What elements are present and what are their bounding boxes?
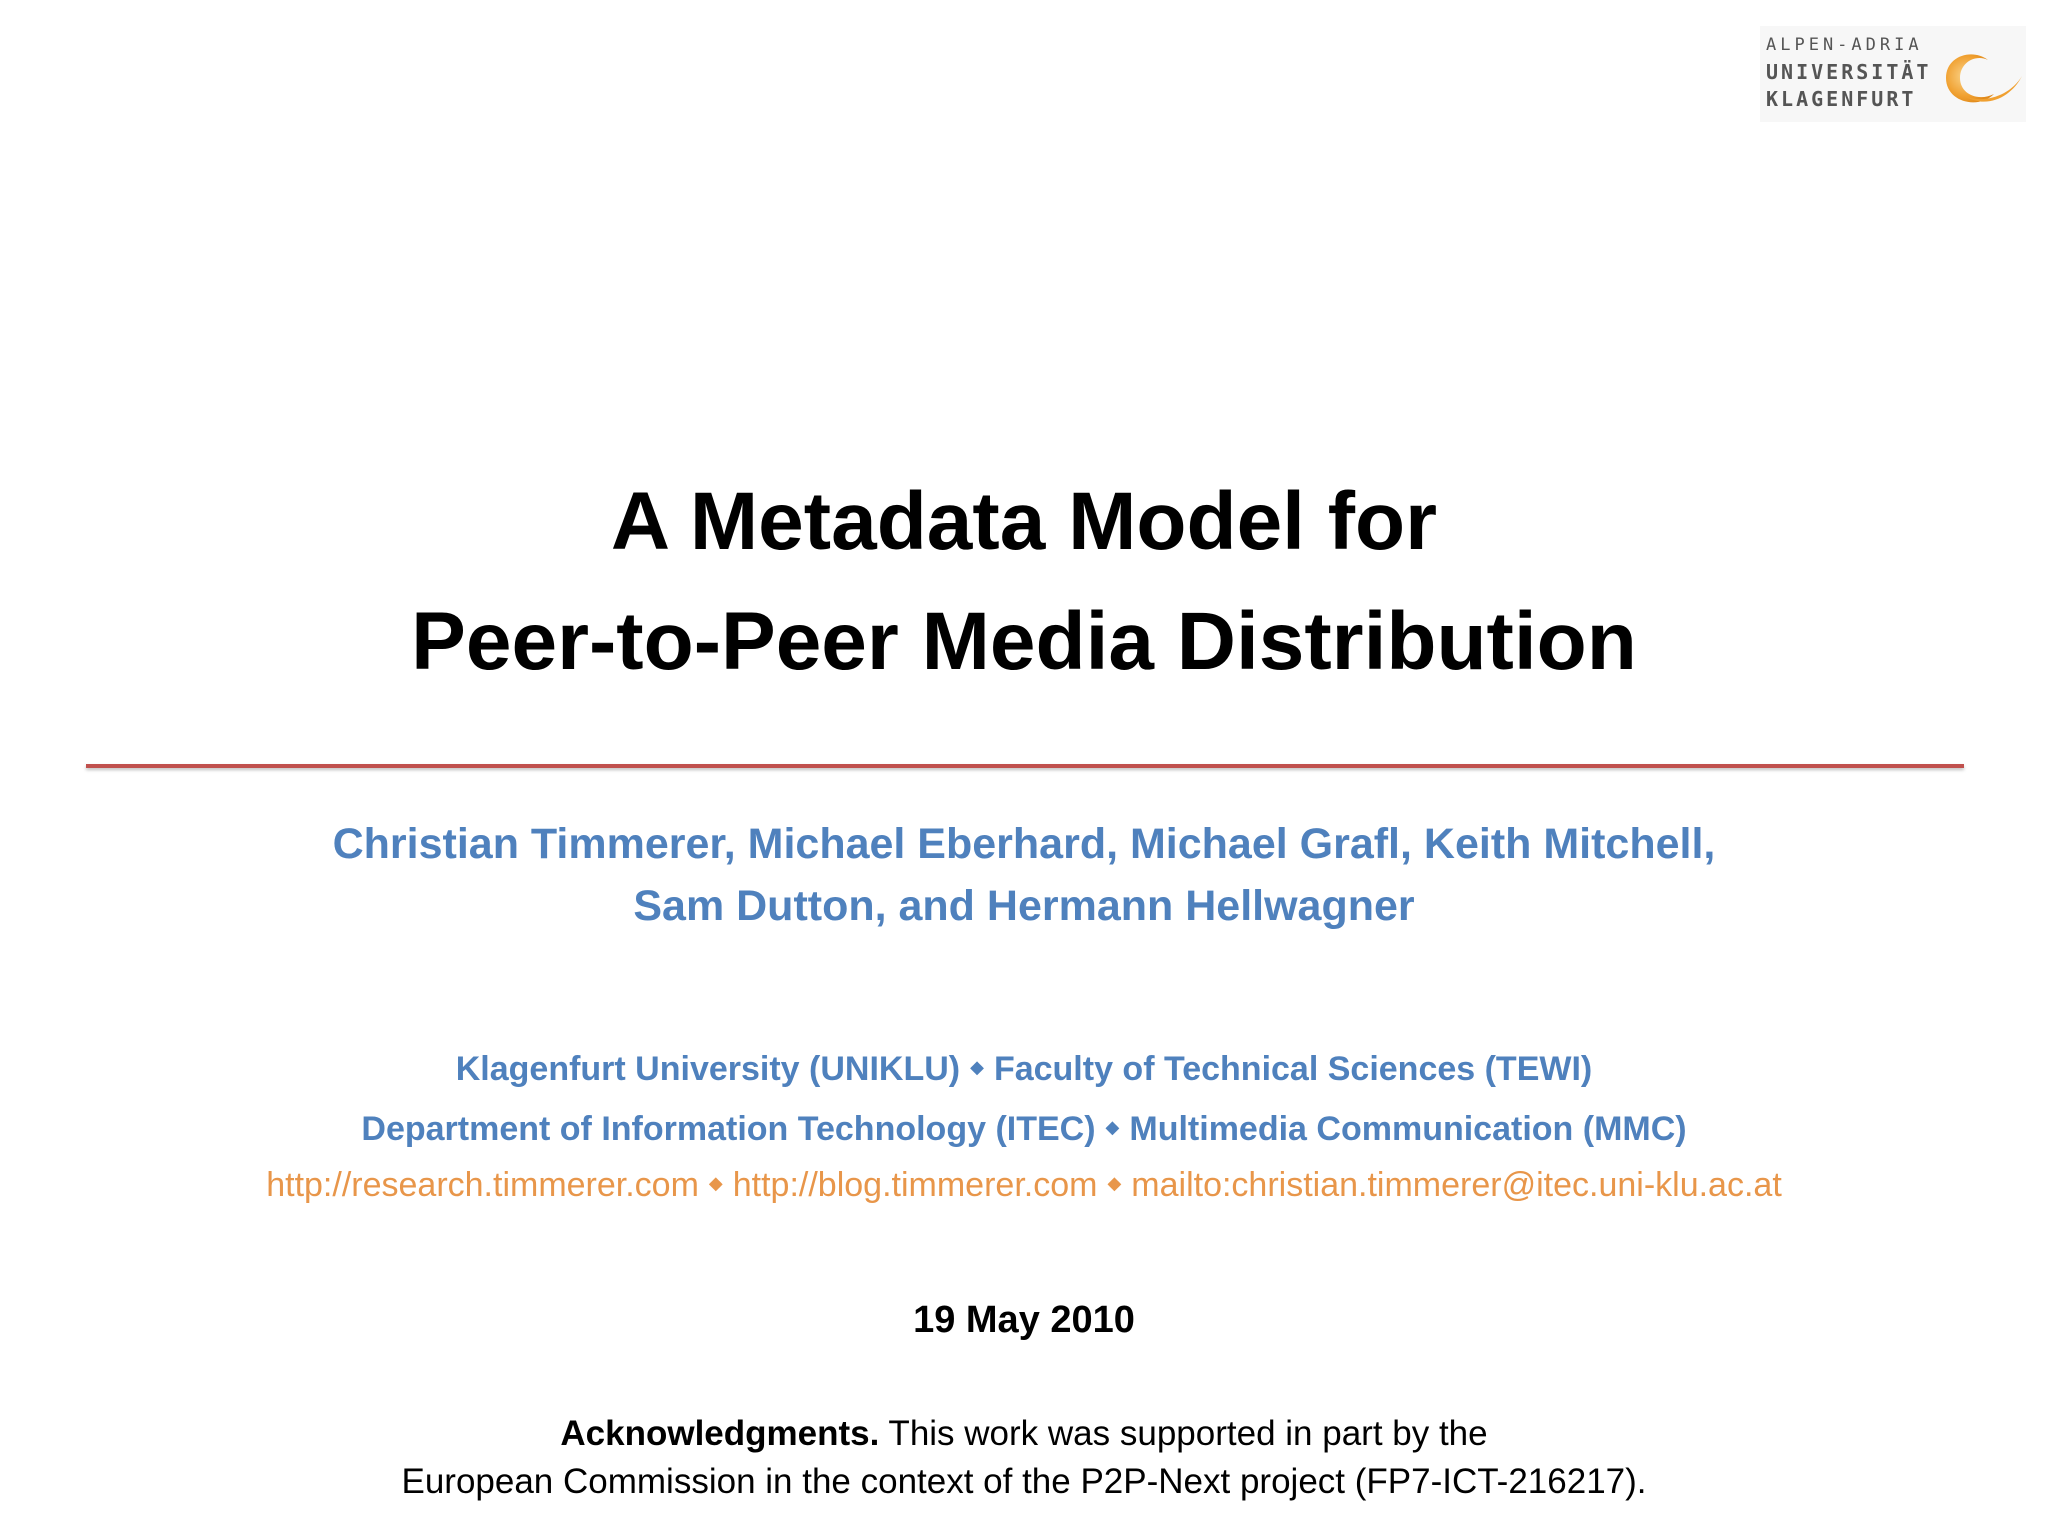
diamond-separator-icon: ◆ [1107,1173,1122,1194]
contact-links [0,1156,2048,1216]
diamond-separator-icon: ◆ [1105,1117,1120,1138]
affiliation-block [0,1040,2048,1160]
acknowledgments-row-1 [0,1410,2048,1458]
affiliation-row-1 [0,1040,2048,1100]
slide-title [0,462,2048,702]
faculty-name: Faculty of Technical Sciences (TEWI) [993,1050,1593,1088]
university-sun-logo-icon [1926,38,2026,118]
research-link[interactable]: http://research.timmerer.com [266,1166,699,1204]
presentation-date: 19 May 2010 [913,1299,1135,1341]
title-line-1: A Metadata Model for [610,476,1438,567]
department-name: Department of Information Technology (ITEC) [361,1110,1096,1149]
logo-wordmark [1766,32,1931,113]
diamond-separator-icon: ◆ [708,1173,723,1194]
acknowledgments-text-2: European Commission in the context of the P2P-Next project (FP7-ICT-216217). [401,1462,1647,1501]
university-logo [1760,26,2026,122]
acknowledgments [0,1410,2048,1506]
diamond-separator-icon: ◆ [970,1057,984,1078]
logo-line-1: ALPEN-ADRIA [1766,35,1923,55]
acknowledgments-label: Acknowledgments. [560,1414,880,1453]
blog-link[interactable]: http://blog.timmerer.com [732,1166,1098,1204]
author-list [0,813,2048,937]
logo-line-3: KLAGENFURT [1766,87,1917,111]
authors-line-2: Sam Dutton, and Hermann Hellwagner [633,882,1415,930]
logo-line-2: UNIVERSITÄT [1766,60,1932,84]
acknowledgments-text-1: This work was supported in part by the [879,1414,1488,1453]
university-name: Klagenfurt University (UNIKLU) [455,1050,961,1088]
email-link[interactable]: mailto:christian.timmerer@itec.uni-klu.ac.at [1131,1166,1782,1204]
affiliation-row-2 [0,1100,2048,1160]
title-divider [86,764,1964,768]
title-line-2: Peer-to-Peer Media Distribution [411,596,1637,687]
group-name: Multimedia Communication (MMC) [1129,1110,1687,1149]
authors-line-1: Christian Timmerer, Michael Eberhard, Michael Grafl, Keith Mitchell, [332,820,1716,868]
